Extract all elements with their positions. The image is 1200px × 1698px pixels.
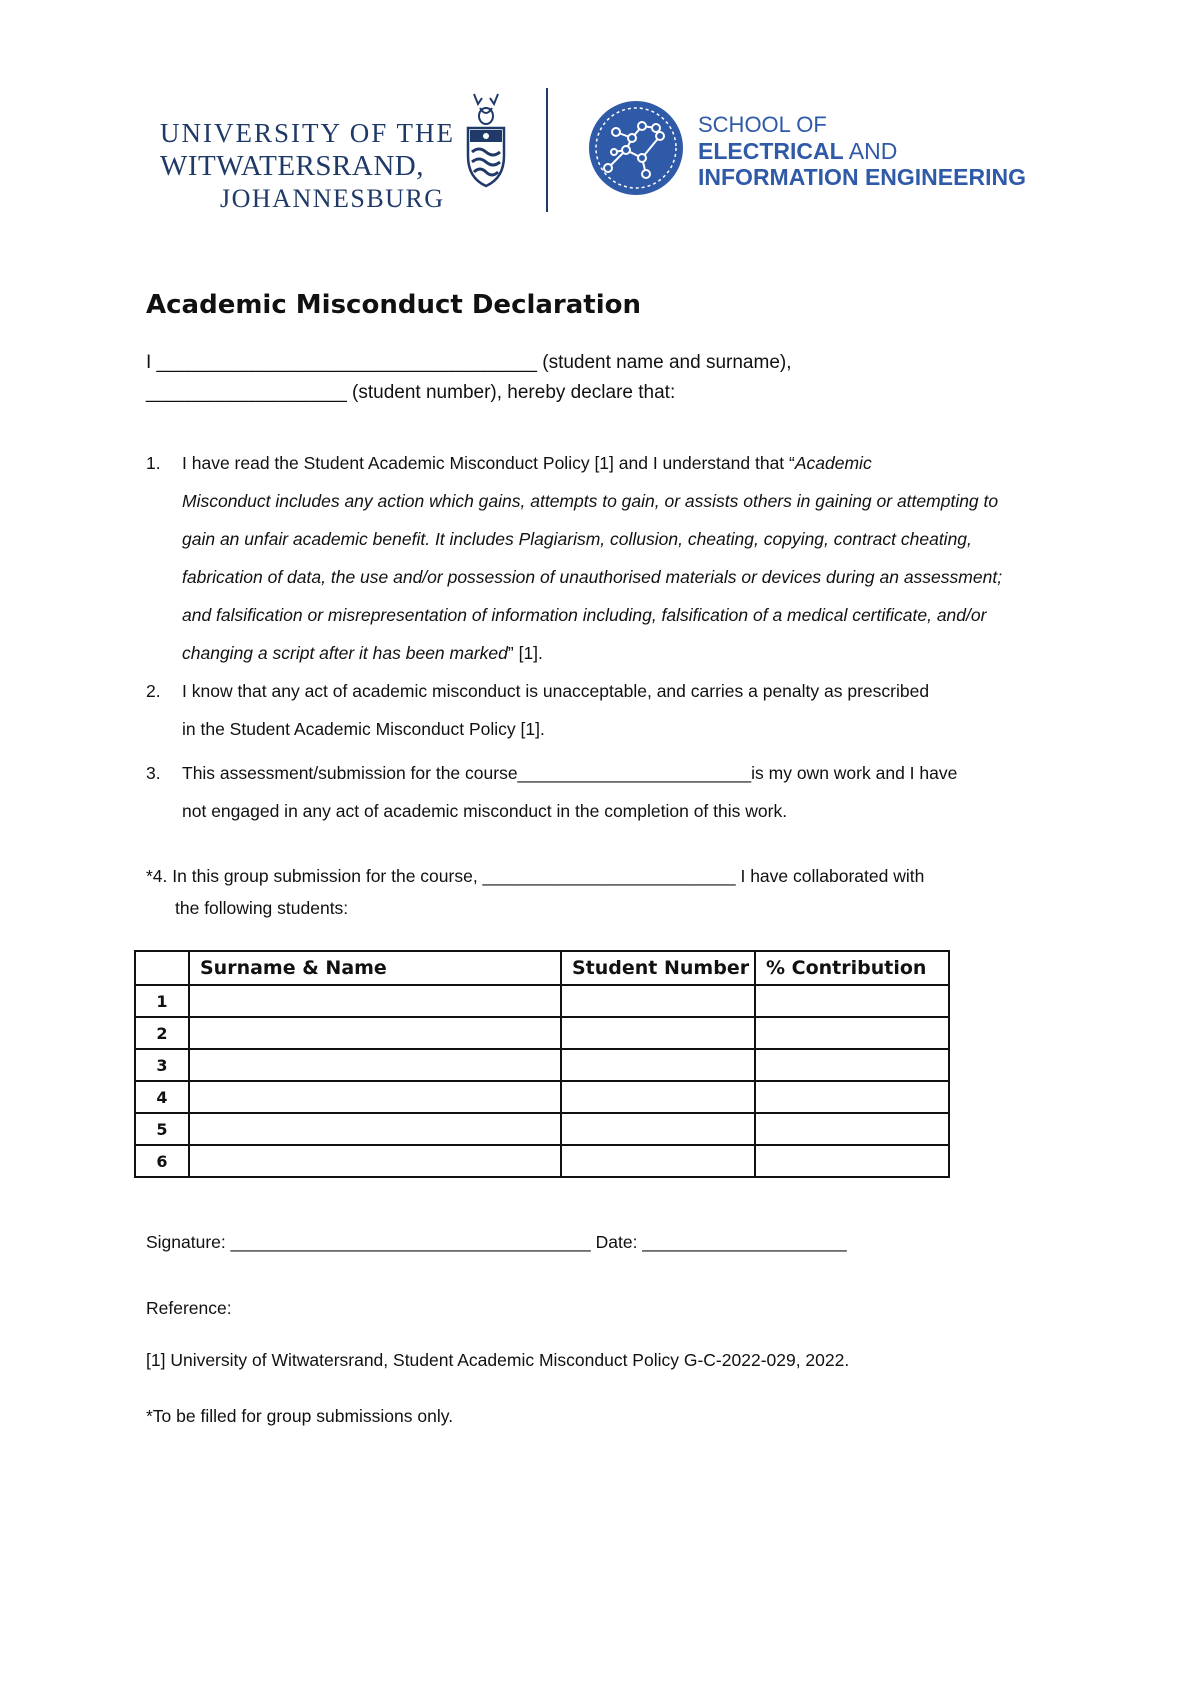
school-line3: INFORMATION ENGINEERING [698, 164, 1026, 190]
row-number: 5 [135, 1113, 189, 1145]
name-cell[interactable] [189, 1017, 561, 1049]
item-2-line-2: in the Student Academic Misconduct Policy [1]. [182, 719, 545, 739]
signature-date-line[interactable]: Signature: _____________________________________ Date: _____________________ [146, 1232, 847, 1252]
item-1-line-6 [182, 634, 1002, 672]
contribution-cell[interactable] [755, 1145, 949, 1177]
collaborators-table [134, 950, 950, 1178]
table-row [135, 1145, 949, 1177]
item-text-italic: Academic [794, 453, 872, 473]
item-1-line-4: fabrication of data, the use and/or possession of unauthorised materials or devices during an assessment; [182, 567, 1003, 587]
table-row [135, 1081, 949, 1113]
item-1-line-5: and falsification or misrepresentation of information including, falsification of a medical certificate, and/or [182, 605, 987, 625]
row-number: 1 [135, 985, 189, 1017]
name-cell[interactable] [189, 985, 561, 1017]
row-number: 2 [135, 1017, 189, 1049]
item-number: 1. [146, 453, 161, 473]
declaration-name-line[interactable]: I ____________________________________ (student name and surname), [146, 352, 792, 373]
page-title: Academic Misconduct Declaration [146, 290, 642, 320]
item-number: 2. [146, 681, 161, 701]
group-submission-line-2: the following students: [175, 898, 349, 918]
name-cell[interactable] [189, 1049, 561, 1081]
table-header-index [135, 951, 189, 985]
student-number-cell[interactable] [561, 985, 755, 1017]
item-number: 3. [146, 763, 161, 783]
wits-logo [160, 118, 500, 218]
contribution-cell[interactable] [755, 1049, 949, 1081]
row-number: 4 [135, 1081, 189, 1113]
table-row [135, 1113, 949, 1145]
school-line2 [698, 138, 897, 165]
reference-item-1: [1] University of Witwatersrand, Student Academic Misconduct Policy G-C-2022-029, 2022. [146, 1350, 850, 1370]
row-number: 6 [135, 1145, 189, 1177]
school-line2-rest: AND [843, 138, 898, 164]
group-footnote: *To be filled for group submissions only. [146, 1406, 454, 1426]
table-row [135, 1049, 949, 1081]
item-3-line-2: not engaged in any act of academic misconduct in the completion of this work. [182, 801, 788, 821]
item-1-line-2: Misconduct includes any action which gains, attempts to gain, or assists others in gaining or attempting to [182, 491, 999, 511]
student-number-cell[interactable] [561, 1113, 755, 1145]
item-text: ” [1]. [507, 643, 543, 663]
item-3-line-1[interactable]: This assessment/submission for the course________________________is my own work and I have [182, 763, 958, 783]
logo-divider [546, 88, 548, 212]
contribution-cell[interactable] [755, 1081, 949, 1113]
wits-logo-line1: UNIVERSITY OF THE [160, 118, 455, 148]
item-2-line-1: I know that any act of academic misconduct is unacceptable, and carries a penalty as prescribed [182, 681, 930, 701]
wits-logo-line3: JOHANNESBURG [220, 184, 445, 213]
table-row [135, 985, 949, 1017]
wits-crest-icon [460, 90, 512, 190]
student-number-cell[interactable] [561, 1145, 755, 1177]
item-1-line-3: gain an unfair academic benefit. It includes Plagiarism, collusion, cheating, copying, contract cheating, [182, 529, 972, 549]
table-header-name: Surname & Name [189, 951, 561, 985]
student-number-cell[interactable] [561, 1081, 755, 1113]
school-line1: SCHOOL OF [698, 112, 827, 137]
wits-logo-line2: WITWATERSRAND, [160, 150, 424, 182]
contribution-cell[interactable] [755, 985, 949, 1017]
contribution-cell[interactable] [755, 1017, 949, 1049]
table-row [135, 1017, 949, 1049]
group-submission-line[interactable]: *4. In this group submission for the course, __________________________ I have collaborated with [146, 866, 925, 886]
item-1-line-1 [182, 444, 1002, 482]
name-cell[interactable] [189, 1113, 561, 1145]
contribution-cell[interactable] [755, 1113, 949, 1145]
table-header-row [135, 951, 949, 985]
reference-heading: Reference: [146, 1298, 232, 1318]
circuit-emblem-icon [586, 98, 686, 198]
student-number-cell[interactable] [561, 1017, 755, 1049]
name-cell[interactable] [189, 1081, 561, 1113]
table-header-contribution: % Contribution [755, 951, 949, 985]
row-number: 3 [135, 1049, 189, 1081]
name-cell[interactable] [189, 1145, 561, 1177]
item-text-italic: changing a script after it has been marked [182, 643, 508, 663]
student-number-cell[interactable] [561, 1049, 755, 1081]
school-line2-bold: ELECTRICAL [698, 138, 844, 164]
declaration-number-line[interactable]: ___________________ (student number), hereby declare that: [146, 382, 676, 403]
item-text: I have read the Student Academic Misconduct Policy [1] and I understand that “ [182, 453, 795, 473]
table-header-student-number: Student Number [561, 951, 755, 985]
